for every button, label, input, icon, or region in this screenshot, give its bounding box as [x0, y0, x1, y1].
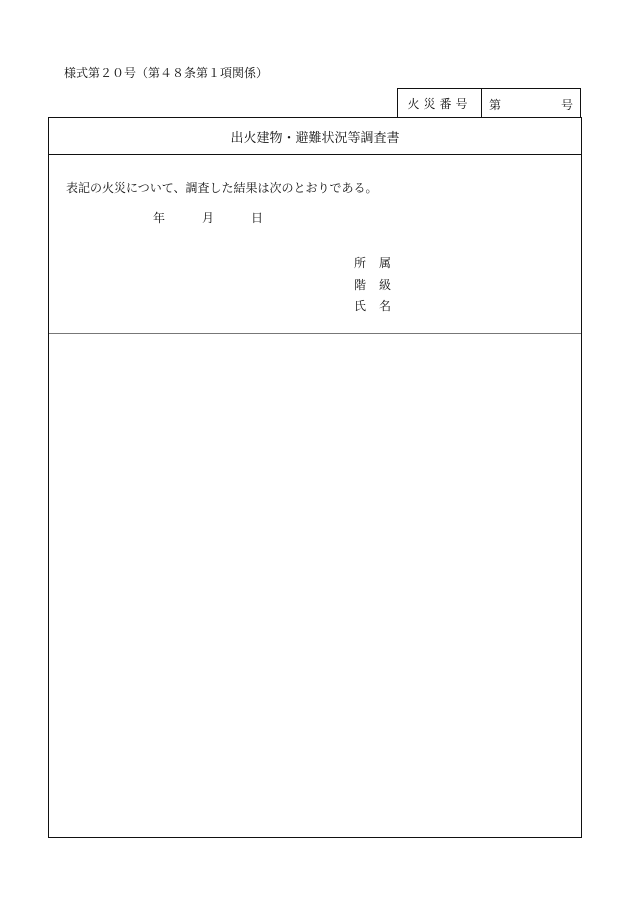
signature-name: [354, 297, 391, 314]
fire-number-prefix: 第: [489, 98, 502, 112]
report-body-area[interactable]: [49, 333, 581, 837]
report-date[interactable]: [153, 209, 263, 226]
signature-rank-char2: 級: [379, 278, 392, 292]
signature-rank-char1: 階: [354, 278, 367, 292]
signature-name-char2: 名: [379, 299, 392, 313]
form-reference: 様式第２０号（第４８条第１項関係）: [64, 66, 269, 80]
date-month-label: 月: [202, 211, 215, 225]
fire-number-label: 火災番号: [398, 89, 482, 117]
intro-statement: 表記の火災について、調査した結果は次のとおりである。: [66, 181, 378, 195]
fire-number-suffix: 号: [560, 98, 573, 112]
signature-affiliation: [354, 254, 391, 271]
document-title: 出火建物・避難状況等調査書: [49, 118, 581, 155]
date-year-label: 年: [153, 211, 166, 225]
signature-affiliation-char1: 所: [354, 256, 367, 270]
report-frame: [48, 117, 582, 838]
fire-number-box: [397, 88, 581, 117]
signature-name-char1: 氏: [354, 299, 367, 313]
signature-affiliation-char2: 属: [379, 256, 392, 270]
date-day-label: 日: [251, 211, 264, 225]
signature-rank: [354, 276, 391, 293]
fire-number-field[interactable]: [482, 89, 580, 117]
report-header-section: [49, 155, 581, 334]
